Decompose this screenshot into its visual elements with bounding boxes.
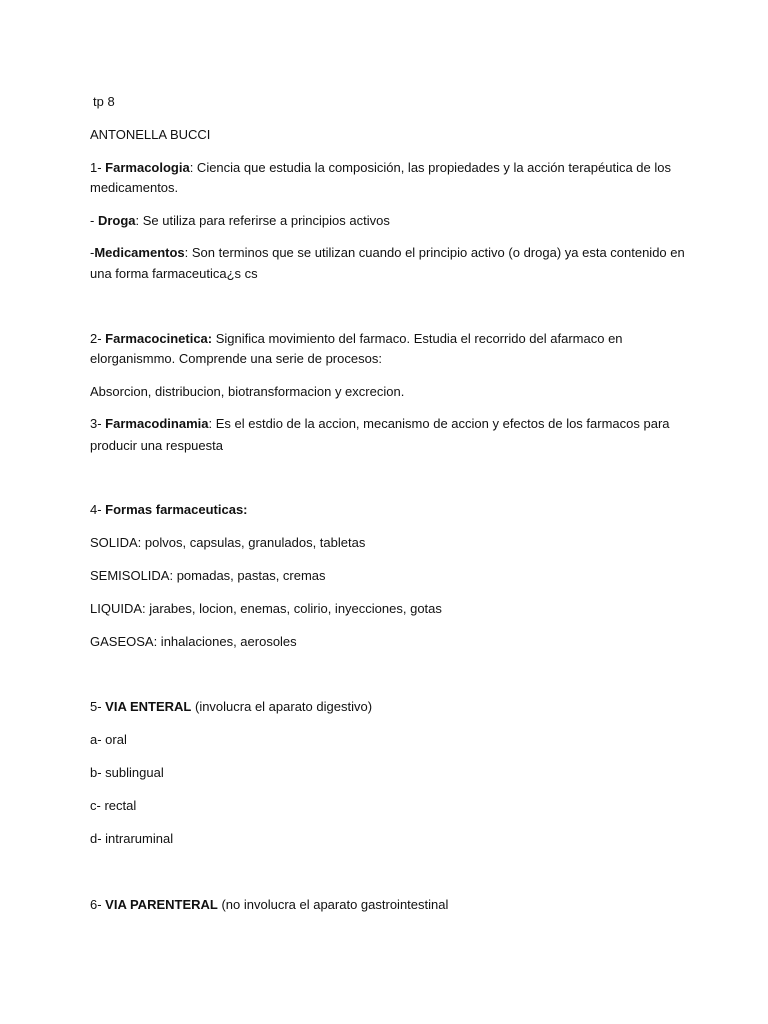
section-2-line-1: [90, 329, 690, 349]
section-number: 2-: [90, 331, 106, 346]
list-item: d- intraruminal: [90, 831, 174, 846]
section-1-line-1: [90, 158, 690, 178]
section-number: 3-: [90, 416, 106, 431]
term-medicamentos: Medicamentos: [94, 245, 185, 260]
term-droga: Droga: [97, 213, 136, 228]
list-item: LIQUIDA: jarabes, locion, enemas, colirio, inyecciones, gotas: [90, 601, 442, 616]
prefix: -: [90, 213, 98, 228]
list-item: SEMISOLIDA: pomadas, pastas, cremas: [90, 568, 326, 583]
list-item: GASEOSA: inhalaciones, aerosoles: [90, 634, 297, 649]
section-2-processes: Absorcion, distribucion, biotransformacion y excrecion.: [90, 384, 405, 399]
section-1-line-2: medicamentos.: [90, 180, 179, 195]
section-3-line-1: [90, 414, 690, 434]
author-name: ANTONELLA BUCCI: [90, 127, 211, 142]
term-via-enteral: VIA ENTERAL: [105, 699, 192, 714]
section-4-heading: [90, 500, 690, 520]
section-number: 6-: [90, 897, 106, 912]
section-number: 1-: [90, 160, 106, 175]
section-2-line-2: elorganismmo. Comprende una serie de procesos:: [90, 351, 382, 366]
term-farmacodinamia: Farmacodinamia: [105, 416, 209, 431]
list-item: c- rectal: [90, 798, 137, 813]
section-1c-line-1: [90, 243, 690, 263]
definition-text: : Es el estdio de la accion, mecanismo de accion y efectos de los farmacos para: [208, 416, 670, 431]
note-text: (no involucra el aparato gastrointestinal: [217, 897, 449, 912]
list-item: b- sublingual: [90, 765, 164, 780]
term-farmacologia: Farmacologia: [105, 160, 190, 175]
section-6-heading: [90, 895, 690, 915]
list-item: a- oral: [90, 732, 127, 747]
doc-header: tp 8: [93, 94, 115, 109]
term-farmacocinetica: Farmacocinetica:: [105, 331, 213, 346]
section-5-heading: [90, 697, 690, 717]
term-formas-farmaceuticas: Formas farmaceuticas:: [105, 502, 248, 517]
section-1c-line-2: una forma farmaceutica¿s cs: [90, 266, 258, 281]
definition-text: Significa movimiento del farmaco. Estudia el recorrido del afarmaco en: [212, 331, 623, 346]
definition-text: : Se utiliza para referirse a principios activos: [135, 213, 390, 228]
term-via-parenteral: VIA PARENTERAL: [105, 897, 218, 912]
note-text: (involucra el aparato digestivo): [191, 699, 373, 714]
section-number: 4-: [90, 502, 106, 517]
section-1b-line: [90, 211, 690, 231]
definition-text: : Ciencia que estudia la composición, las propiedades y la acción terapéutica de los: [189, 160, 671, 175]
section-number: 5-: [90, 699, 106, 714]
section-3-line-2: producir una respuesta: [90, 438, 223, 453]
list-item: SOLIDA: polvos, capsulas, granulados, tabletas: [90, 535, 366, 550]
definition-text: : Son terminos que se utilizan cuando el principio activo (o droga) ya esta contenido en: [184, 245, 685, 260]
prefix: -: [90, 245, 95, 260]
